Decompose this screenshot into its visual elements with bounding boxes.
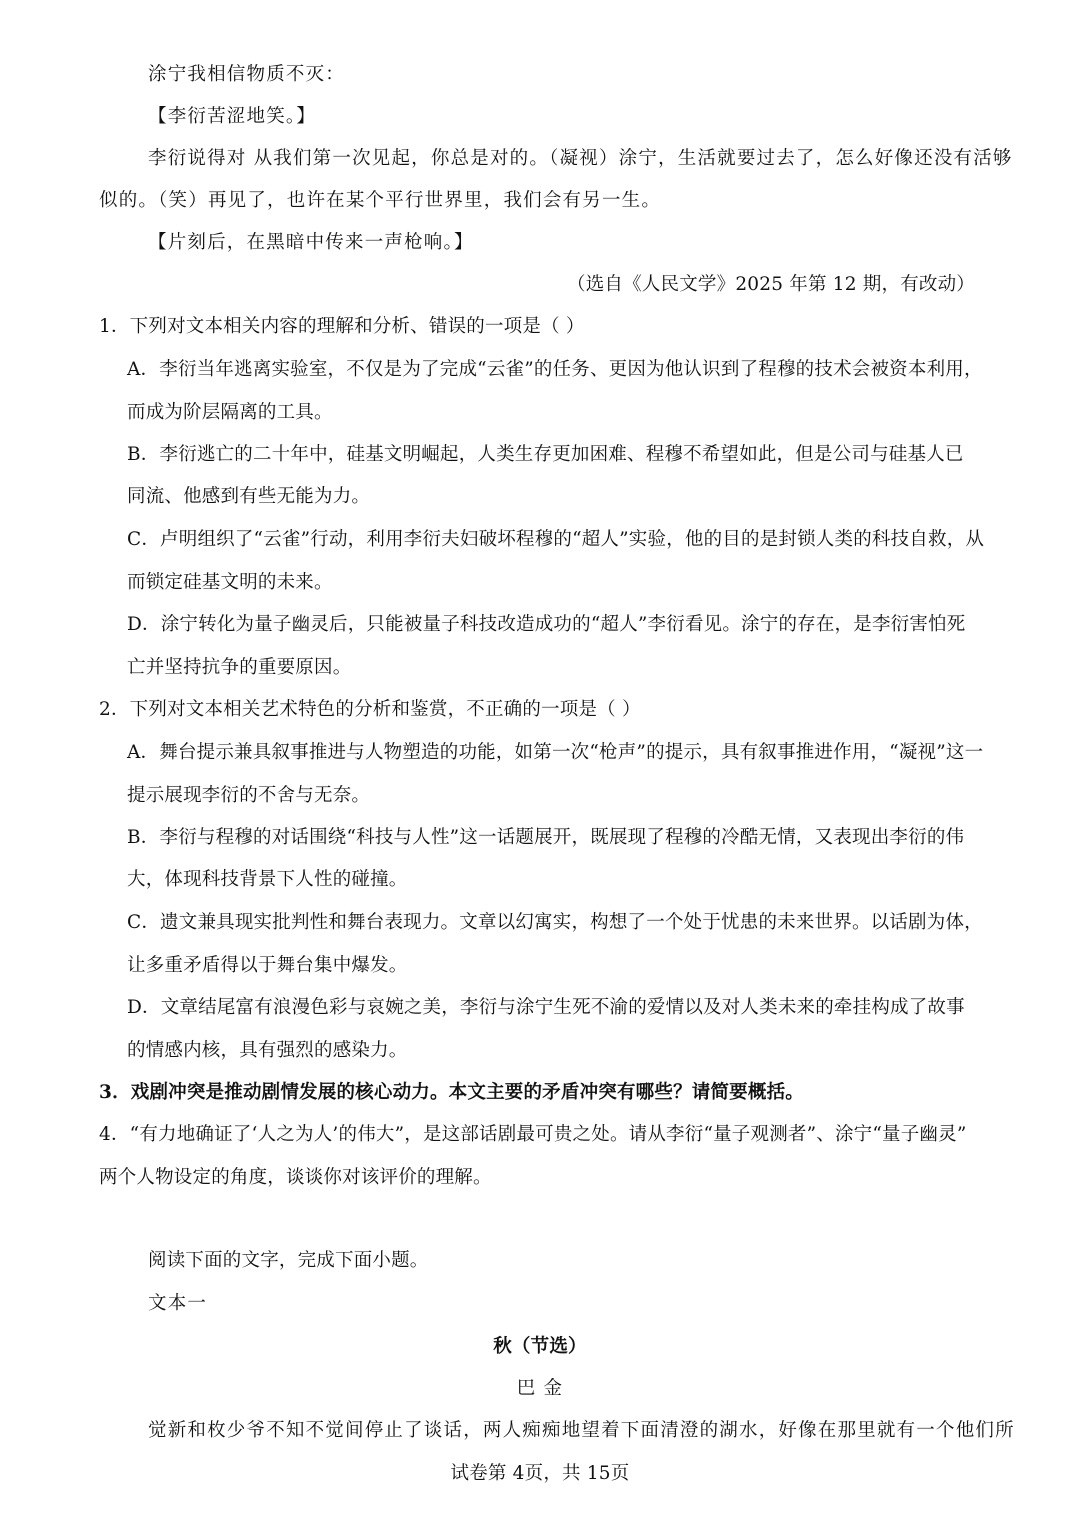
passage-author: 巴 金 [516, 1378, 564, 1399]
q2-option-d: D．文章结尾富有浪漫色彩与哀婉之美，李衍与涂宁生死不渝的爱情以及对人类未来的牵挂构成了故事 [127, 997, 965, 1018]
q1-option-d-cont: 亡并坚持抗争的重要原因。 [127, 657, 352, 678]
q2-option-a: A．舞台提示兼具叙事推进与人物塑造的功能，如第一次“枪声”的提示，具有叙事推进作用，“凝视”这一 [127, 742, 984, 763]
drama-line: 似的。（笑）再见了，也许在某个平行世界里，我们会有另一生。 [99, 190, 662, 211]
question-4: 4．“有力地确证了‘人之为人’的伟大”，是这部话剧最可贵之处。请从李衍“量子观测者”、涂宁“量子幽灵” [99, 1124, 967, 1145]
q1-option-a: A．李衍当年逃离实验室，不仅是为了完成“云雀”的任务、更因为他认识到了程穆的技术会被资本利用， [127, 359, 983, 380]
question-1-stem: 1．下列对文本相关内容的理解和分析、错误的一项是（ ） [99, 316, 585, 337]
drama-line: 李衍说得对 从我们第一次见起，你总是对的。（凝视）涂宁，生活就要过去了，怎么好像还没有活够 [148, 148, 1013, 169]
q1-option-c: C．卢明组织了“云雀”行动，利用李衍夫妇破坏程穆的“超人”实验，他的目的是封锁人类的科技自救，从 [127, 529, 985, 550]
text-label: 文本一 [148, 1293, 208, 1314]
q2-option-b-cont: 大，体现科技背景下人性的碰撞。 [127, 869, 408, 890]
source-citation: （选自《人民文学》2025 年第 12 期，有改动） [567, 274, 975, 295]
passage-paragraph: 觉新和枚少爷不知不觉间停止了谈话，两人痴痴地望着下面清澄的湖水，好像在那里就有一个他们所 [148, 1420, 1015, 1441]
q2-option-d-cont: 的情感内核，具有强烈的感染力。 [127, 1040, 408, 1061]
q2-option-a-cont: 提示展现李衍的不舍与无奈。 [127, 785, 371, 806]
stage-direction: 【片刻后，在黑暗中传来一声枪响。】 [148, 232, 474, 253]
page-footer: 试卷第 4页，共 15页 [450, 1463, 630, 1484]
q2-option-c-cont: 让多重矛盾得以于舞台集中爆发。 [127, 955, 408, 976]
drama-line: 涂宁我相信物质不灭： [148, 64, 346, 85]
question-2-stem: 2．下列对文本相关艺术特色的分析和鉴赏，不正确的一项是（ ） [99, 699, 641, 720]
q2-option-b: B．李衍与程穆的对话围绕“科技与人性”这一话题展开，既展现了程穆的冷酷无情，又表现出李衍的伟 [127, 827, 965, 848]
reading-instruction: 阅读下面的文字，完成下面小题。 [148, 1250, 429, 1271]
question-3: 3．戏剧冲突是推动剧情发展的核心动力。本文主要的矛盾冲突有哪些？请简要概括。 [99, 1082, 804, 1103]
q1-option-b-cont: 同流、他感到有些无能为力。 [127, 486, 371, 507]
q1-option-a-cont: 而成为阶层隔离的工具。 [127, 402, 333, 423]
q1-option-b: B．李衍逃亡的二十年中，硅基文明崛起，人类生存更加困难、程穆不希望如此，但是公司与硅基人已 [127, 444, 964, 465]
q2-option-c: C．遗文兼具现实批判性和舞台表现力。文章以幻寓实，构想了一个处于忧患的未来世界。以话剧为体， [127, 912, 983, 933]
passage-title: 秋（节选） [493, 1336, 587, 1357]
question-4-cont: 两个人物设定的角度，谈谈你对该评价的理解。 [99, 1167, 492, 1188]
q1-option-d: D．涂宁转化为量子幽灵后，只能被量子科技改造成功的“超人”李衍看见。涂宁的存在，是李衍害怕死 [127, 614, 966, 635]
q1-option-c-cont: 而锁定硅基文明的未来。 [127, 572, 333, 593]
stage-direction: 【李衍苦涩地笑。】 [148, 106, 317, 127]
